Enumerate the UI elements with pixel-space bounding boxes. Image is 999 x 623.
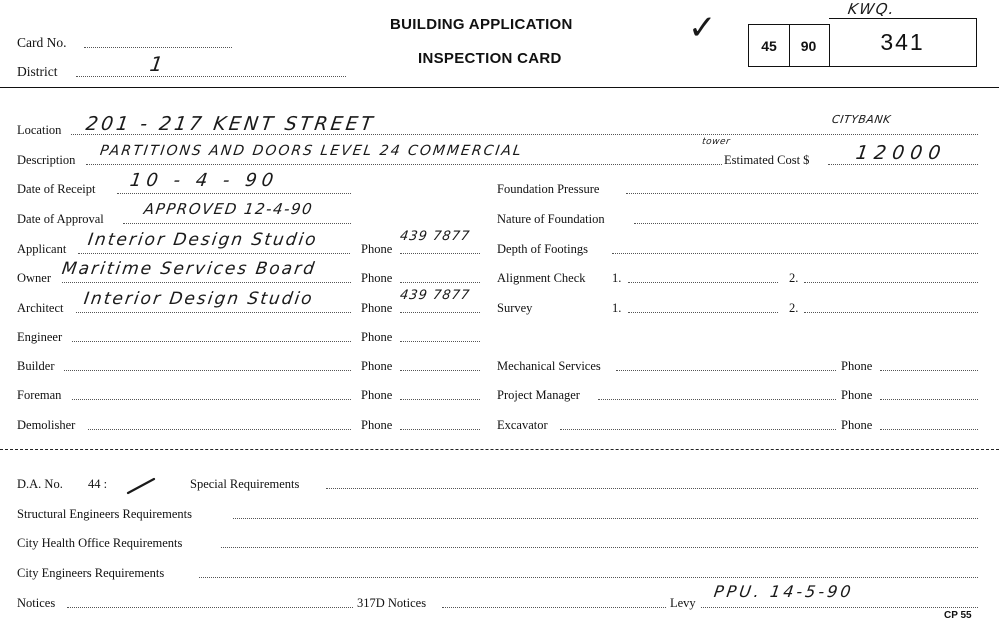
card-number-box: 341	[829, 18, 977, 67]
levy-field[interactable]	[701, 607, 978, 608]
da-mark	[124, 474, 158, 496]
survey-one-field[interactable]	[628, 312, 778, 313]
city-eng-field[interactable]	[199, 577, 978, 578]
excavator-phone-field[interactable]	[880, 429, 978, 430]
demolisher-field[interactable]	[88, 429, 351, 430]
engineer-phone-field[interactable]	[400, 341, 480, 342]
district-field[interactable]	[76, 76, 346, 77]
survey-one-label: 1.	[612, 301, 622, 315]
architect-phone-value: 439 7877	[398, 288, 472, 303]
card-note: KWQ.	[846, 0, 897, 18]
mechanical-phone-label: Phone	[841, 359, 873, 373]
foreman-label: Foreman	[17, 388, 62, 402]
demolisher-phone-field[interactable]	[400, 429, 480, 430]
engineer-field[interactable]	[72, 341, 351, 342]
project-manager-field[interactable]	[598, 399, 836, 400]
architect-value: Interior Design Studio	[82, 289, 316, 309]
nature-foundation-field[interactable]	[634, 223, 978, 224]
foreman-phone-label: Phone	[361, 388, 393, 402]
card-box-1: 45	[748, 24, 790, 67]
alignment-one-field[interactable]	[628, 282, 778, 283]
alignment-two-field[interactable]	[804, 282, 978, 283]
date-approval-field[interactable]	[123, 223, 351, 224]
structural-label: Structural Engineers Requirements	[17, 507, 192, 521]
estimated-cost-field[interactable]	[828, 164, 978, 165]
architect-field[interactable]	[76, 312, 351, 313]
estimated-cost-label: Estimated Cost $	[724, 153, 810, 167]
architect-phone-label: Phone	[361, 301, 393, 315]
section-divider	[0, 449, 999, 450]
project-manager-phone-field[interactable]	[880, 399, 978, 400]
district-value: 1	[148, 52, 166, 76]
builder-field[interactable]	[64, 370, 351, 371]
form-code: CP 55	[944, 610, 972, 621]
depth-footings-field[interactable]	[612, 253, 978, 254]
alignment-two-label: 2.	[789, 271, 799, 285]
foreman-phone-field[interactable]	[400, 399, 480, 400]
da-number: 44 :	[88, 477, 108, 491]
description-field[interactable]	[86, 164, 722, 165]
nature-foundation-label: Nature of Foundation	[497, 212, 605, 226]
excavator-phone-label: Phone	[841, 418, 873, 432]
architect-label: Architect	[17, 301, 64, 315]
builder-label: Builder	[17, 359, 55, 373]
foundation-pressure-field[interactable]	[626, 193, 978, 194]
owner-phone-field[interactable]	[400, 282, 480, 283]
header-divider	[0, 87, 999, 88]
engineer-phone-label: Phone	[361, 330, 393, 344]
builder-phone-label: Phone	[361, 359, 393, 373]
title-line1: BUILDING APPLICATION	[390, 16, 573, 33]
alignment-one-label: 1.	[612, 271, 622, 285]
owner-label: Owner	[17, 271, 52, 285]
special-field[interactable]	[326, 488, 978, 489]
notices-label: Notices	[17, 596, 56, 610]
engineer-label: Engineer	[17, 330, 63, 344]
mechanical-phone-field[interactable]	[880, 370, 978, 371]
foundation-pressure-label: Foundation Pressure	[497, 182, 600, 196]
architect-phone-field[interactable]	[400, 312, 480, 313]
description-value: PARTITIONS AND DOORS LEVEL 24 COMMERCIAL	[98, 143, 524, 159]
notices-field[interactable]	[67, 607, 353, 608]
location-value: 201 - 217 KENT STREET	[84, 113, 377, 135]
levy-value: PPU. 14-5-90	[712, 582, 855, 601]
date-approval-value: APPROVED 12-4-90	[142, 200, 315, 218]
location-label: Location	[17, 123, 62, 137]
owner-phone-label: Phone	[361, 271, 393, 285]
foreman-field[interactable]	[72, 399, 351, 400]
health-label: City Health Office Requirements	[17, 536, 183, 550]
special-label: Special Requirements	[190, 477, 300, 491]
health-field[interactable]	[221, 547, 978, 548]
description-label: Description	[17, 153, 76, 167]
demolisher-phone-label: Phone	[361, 418, 393, 432]
date-approval-label: Date of Approval	[17, 212, 104, 226]
applicant-value: Interior Design Studio	[86, 230, 320, 250]
description-note: tower	[701, 137, 731, 147]
alignment-check-label: Alignment Check	[497, 271, 586, 285]
depth-footings-label: Depth of Footings	[497, 242, 588, 256]
district-label: District	[17, 64, 58, 79]
excavator-label: Excavator	[497, 418, 548, 432]
project-manager-phone-label: Phone	[841, 388, 873, 402]
applicant-phone-label: Phone	[361, 242, 393, 256]
applicant-field[interactable]	[78, 253, 350, 254]
applicant-phone-value: 439 7877	[398, 229, 472, 244]
survey-two-field[interactable]	[804, 312, 978, 313]
tick-mark: ✓	[688, 8, 718, 48]
applicant-phone-field[interactable]	[400, 253, 480, 254]
project-manager-label: Project Manager	[497, 388, 580, 402]
levy-label: Levy	[670, 596, 696, 610]
builder-phone-field[interactable]	[400, 370, 480, 371]
demolisher-label: Demolisher	[17, 418, 76, 432]
excavator-field[interactable]	[560, 429, 836, 430]
owner-field[interactable]	[62, 282, 351, 283]
notices-317d-label: 317D Notices	[357, 596, 427, 610]
title-line2: INSPECTION CARD	[418, 50, 562, 67]
applicant-label: Applicant	[17, 242, 67, 256]
structural-field[interactable]	[233, 518, 978, 519]
card-box-2: 90	[788, 24, 830, 67]
mechanical-label: Mechanical Services	[497, 359, 601, 373]
mechanical-field[interactable]	[616, 370, 836, 371]
notices-317d-field[interactable]	[442, 607, 666, 608]
da-label: D.A. No.	[17, 477, 63, 491]
city-eng-label: City Engineers Requirements	[17, 566, 165, 580]
owner-value: Maritime Services Board	[60, 259, 318, 279]
location-note: CITYBANK	[831, 113, 892, 126]
survey-label: Survey	[497, 301, 533, 315]
date-receipt-value: 10 - 4 - 90	[128, 170, 280, 191]
date-receipt-field[interactable]	[117, 193, 351, 194]
card-no-label: Card No.	[17, 35, 67, 50]
date-receipt-label: Date of Receipt	[17, 182, 96, 196]
estimated-cost-value: 12000	[854, 142, 948, 164]
survey-two-label: 2.	[789, 301, 799, 315]
card-no-field[interactable]	[84, 47, 232, 48]
